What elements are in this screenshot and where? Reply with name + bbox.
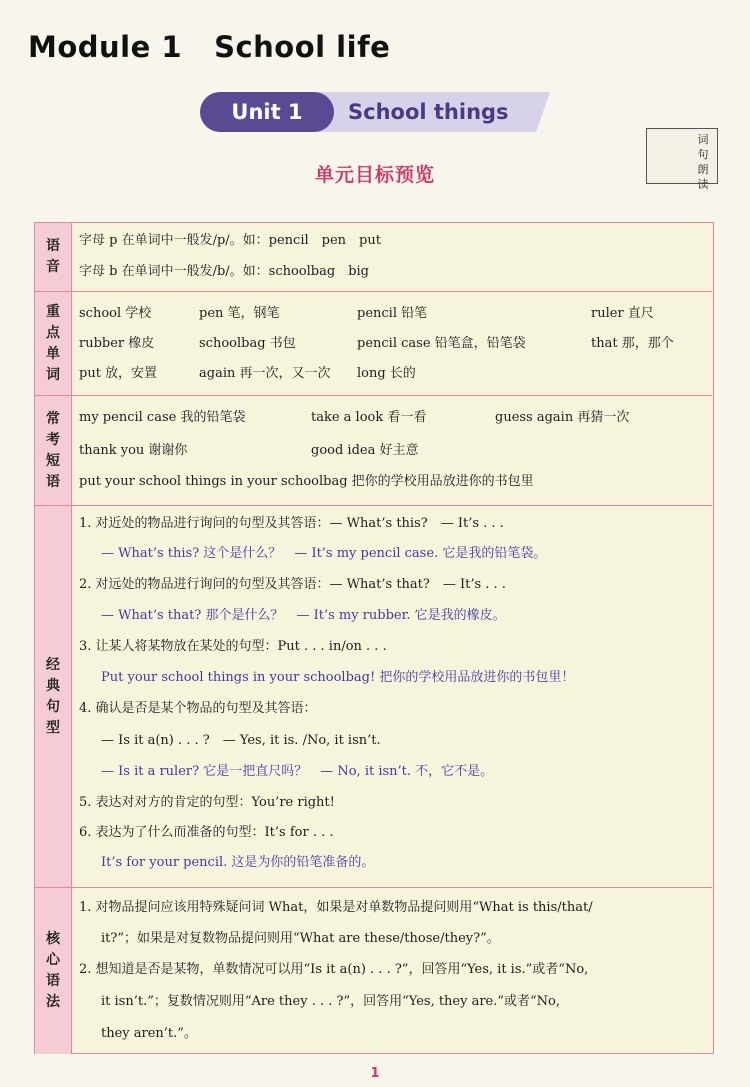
row-phrases bbox=[35, 395, 712, 506]
header-sentence-patterns: 经 典 句 型 bbox=[35, 506, 72, 888]
unit-name: School things bbox=[348, 100, 509, 124]
row-phonics bbox=[35, 223, 712, 291]
header-phonics: 语 音 bbox=[35, 223, 72, 291]
grammar-line: 1. 对物品提问应该用特殊疑问词 What，如果是对单数物品提问则用“What is this/that/ bbox=[79, 900, 593, 915]
header-core-grammar: 核 心 语 法 bbox=[35, 888, 72, 1054]
word-item: ruler 直尺 bbox=[591, 306, 654, 321]
row-core-grammar bbox=[35, 887, 712, 1054]
pattern-example: — What’s that? 那个是什么？ — It’s my rubber. 它是我的橡皮。 bbox=[101, 608, 506, 623]
pattern-example: It’s for your pencil. 这是为你的铅笔准备的。 bbox=[101, 855, 375, 870]
module-label: Module 1 bbox=[28, 30, 183, 64]
phrase-item: take a look 看一看 bbox=[311, 410, 427, 425]
unit-number: Unit 1 bbox=[231, 100, 303, 124]
word-item: pencil 铅笔 bbox=[357, 306, 428, 321]
word-item: put 放，安置 bbox=[79, 366, 158, 381]
grammar-line: they aren’t.”。 bbox=[101, 1026, 197, 1041]
row-key-words bbox=[35, 291, 712, 396]
pattern-example: Put your school things in your schoolbag! 把你的学校用品放进你的书包里！ bbox=[101, 670, 575, 685]
phrase-item: guess again 再猜一次 bbox=[495, 410, 630, 425]
pattern-line: 5. 表达对对方的肯定的句型：You’re right! bbox=[79, 795, 335, 810]
unit-banner bbox=[200, 92, 550, 132]
pattern-example: — Is it a ruler? 它是一把直尺吗？ — No, it isn’t. 不，它不是。 bbox=[101, 764, 494, 779]
phonics-line: 字母 b 在单词中一般发/b/。如：schoolbag big bbox=[79, 264, 369, 279]
grammar-line: it?”；如果是对复数物品提问则用“What are these/those/they?”。 bbox=[101, 931, 500, 946]
phrase-item: good idea 好主意 bbox=[311, 443, 419, 458]
word-item: long 长的 bbox=[357, 366, 416, 381]
header-key-words: 重 点 单 词 bbox=[35, 292, 72, 396]
word-item: pen 笔，钢笔 bbox=[199, 306, 280, 321]
word-item: that 那，那个 bbox=[591, 336, 674, 351]
word-item: schoolbag 书包 bbox=[199, 336, 296, 351]
header-phrases: 常 考 短 语 bbox=[35, 396, 72, 506]
phrase-item: thank you 谢谢你 bbox=[79, 443, 188, 458]
grammar-line: 2. 想知道是否是某物，单数情况可以用“Is it a(n) . . . ?”，回答用“Yes, it is.”或者“No, bbox=[79, 962, 589, 977]
phrase-item: my pencil case 我的铅笔袋 bbox=[79, 410, 246, 425]
pattern-line: — Is it a(n) . . . ? — Yes, it is. /No, it isn’t. bbox=[101, 733, 381, 748]
phrase-item: put your school things in your schoolbag 把你的学校用品放进你的书包里 bbox=[79, 474, 534, 489]
preview-title: 单元目标预览 bbox=[314, 164, 435, 186]
unit-goals-table bbox=[34, 222, 714, 1054]
word-item: rubber 橡皮 bbox=[79, 336, 155, 351]
module-title bbox=[28, 30, 390, 64]
pattern-line: 3. 让某人将某物放在某处的句型：Put . . . in/on . . . bbox=[79, 639, 387, 654]
audio-tab-label: 词句朗读 bbox=[697, 133, 709, 191]
pattern-line: 2. 对远处的物品进行询问的句型及其答语：— What’s that? — It’s . . . bbox=[79, 577, 506, 592]
grammar-line: it isn’t.”；复数情况则用“Are they . . . ?”，回答用“Yes, they are.”或者“No, bbox=[101, 994, 561, 1009]
word-item: again 再一次，又一次 bbox=[199, 366, 331, 381]
phonics-line: 字母 p 在单词中一般发/p/。如：pencil pen put bbox=[79, 233, 381, 248]
module-name: School life bbox=[214, 30, 391, 64]
pattern-example: — What’s this? 这个是什么？ — It’s my pencil case. 它是我的铅笔袋。 bbox=[101, 546, 547, 561]
page-number: 1 bbox=[370, 1066, 380, 1081]
pattern-line: 4. 确认是否是某个物品的句型及其答语： bbox=[79, 701, 317, 716]
row-sentence-patterns bbox=[35, 505, 712, 888]
word-item: pencil case 铅笔盒，铅笔袋 bbox=[357, 336, 526, 351]
word-item: school 学校 bbox=[79, 306, 152, 321]
pattern-line: 6. 表达为了什么而准备的句型：It’s for . . . bbox=[79, 825, 334, 840]
pattern-line: 1. 对近处的物品进行询问的句型及其答语：— What’s this? — It’s . . . bbox=[79, 516, 504, 531]
